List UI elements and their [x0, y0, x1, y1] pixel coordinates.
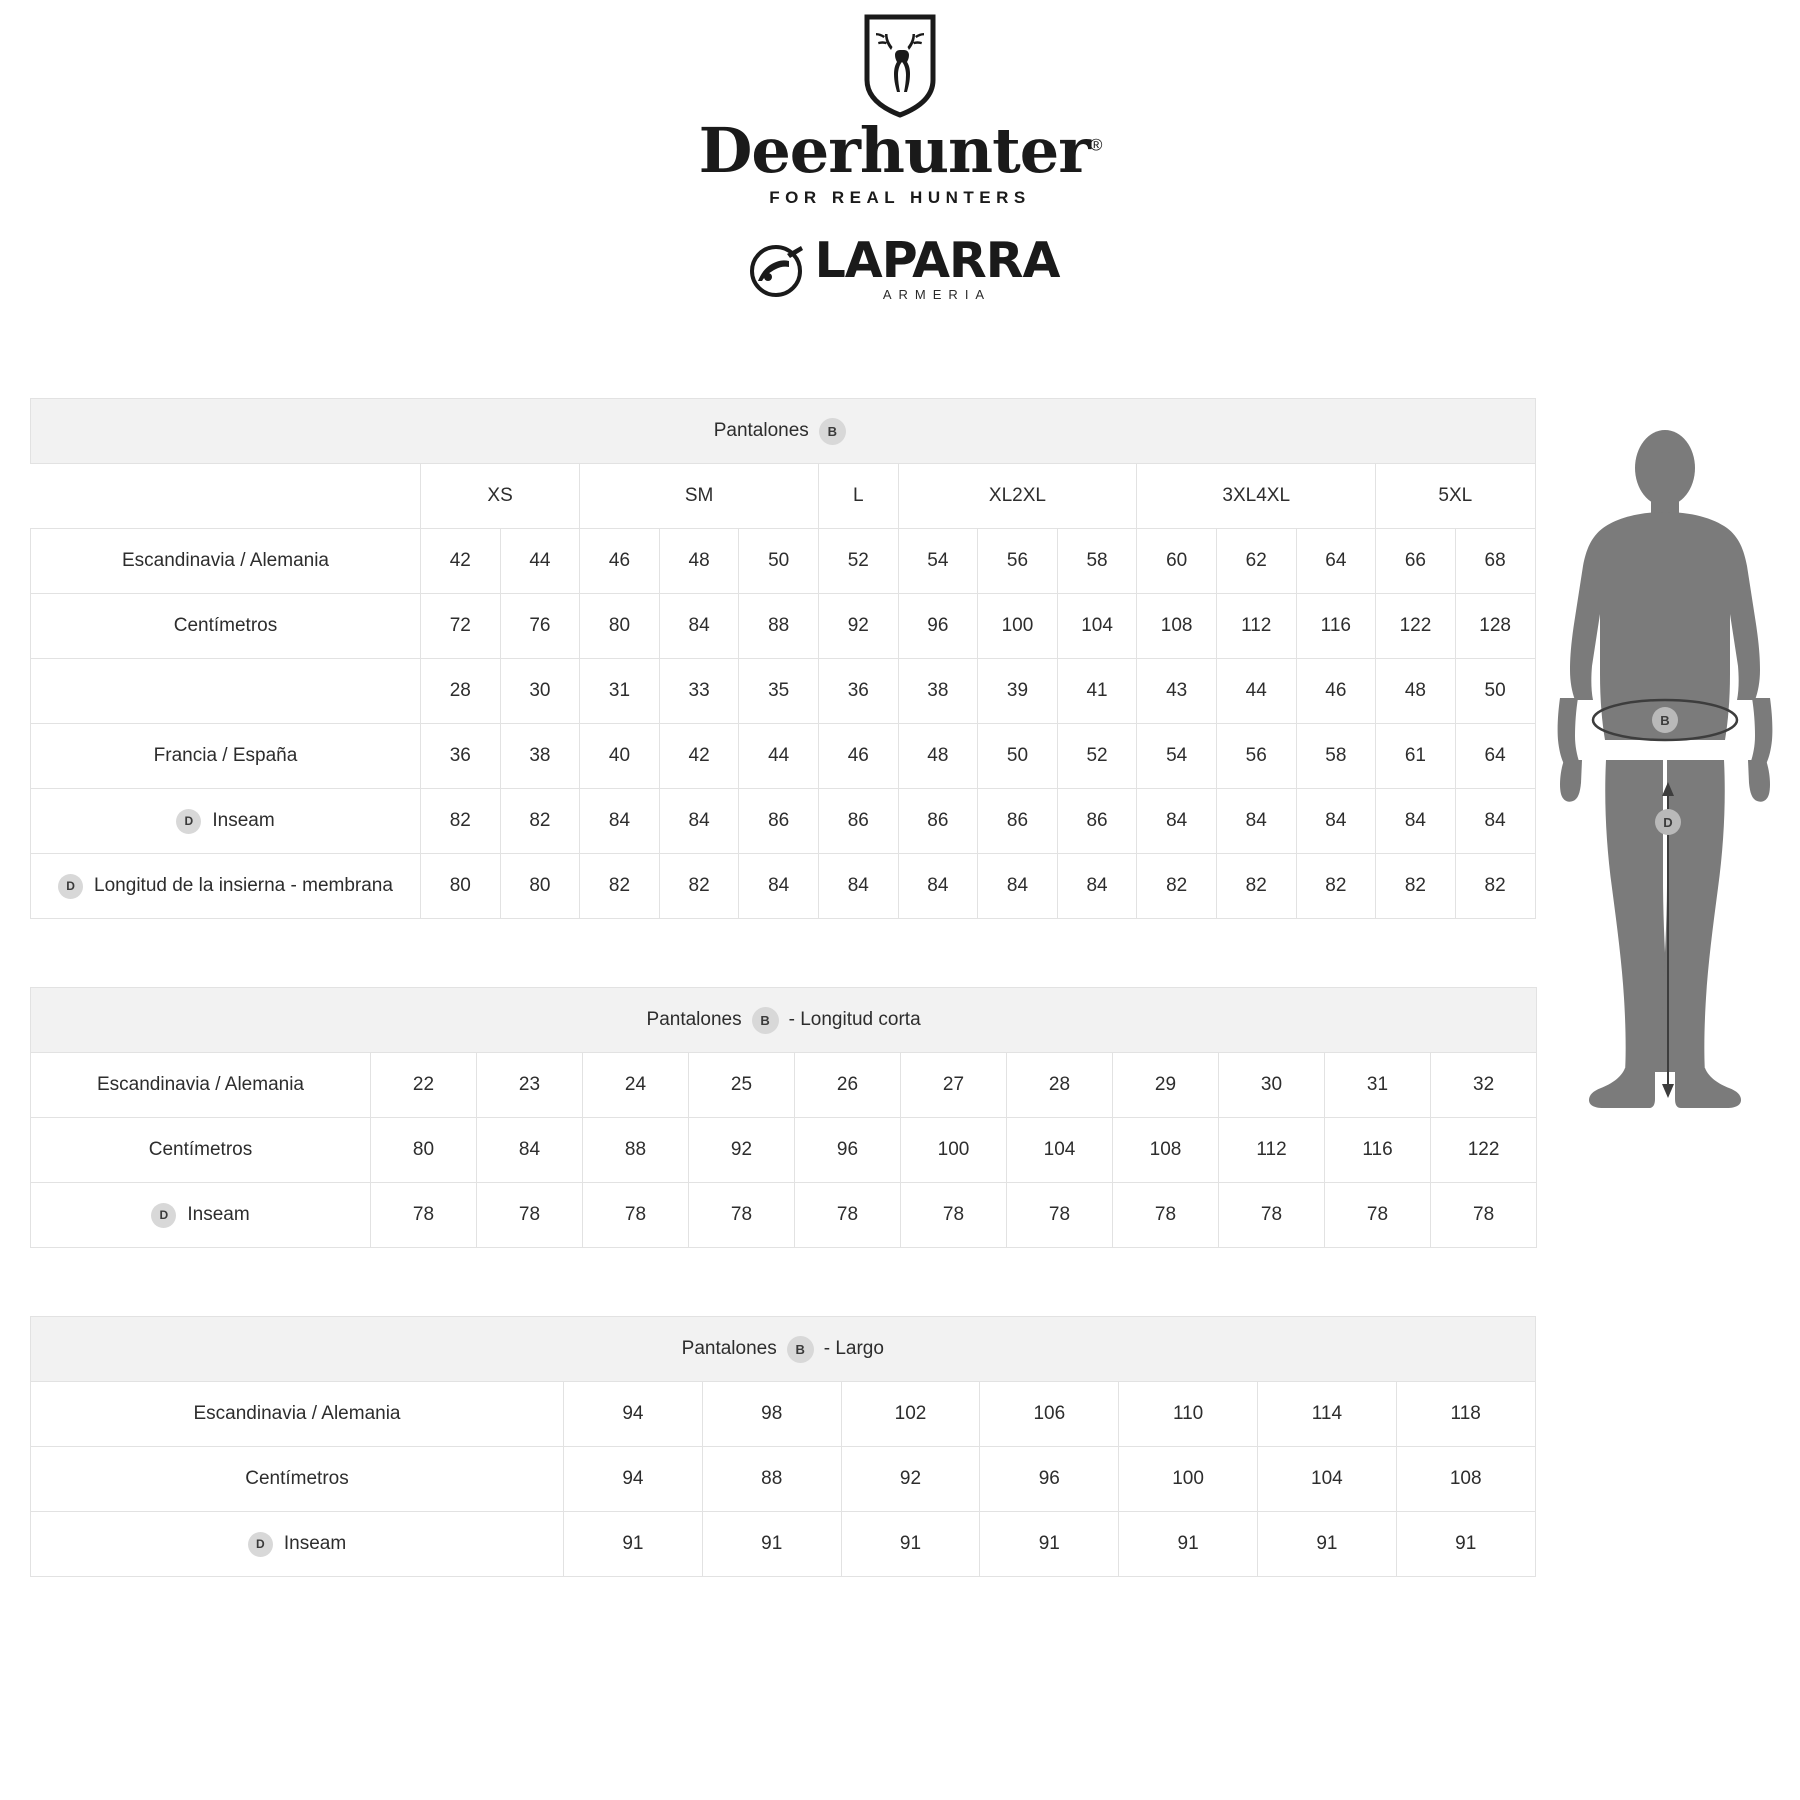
- cell: 78: [1431, 1183, 1537, 1248]
- cell: 61: [1376, 724, 1456, 789]
- cell: 106: [980, 1382, 1119, 1447]
- cell: 48: [898, 724, 978, 789]
- cell: 30: [1219, 1053, 1325, 1118]
- cell: 27: [901, 1053, 1007, 1118]
- cell: 116: [1296, 594, 1376, 659]
- cell: 60: [1137, 529, 1217, 594]
- cell: 86: [898, 789, 978, 854]
- cell: 88: [583, 1118, 689, 1183]
- cell: 100: [978, 594, 1058, 659]
- brand-wordmark: [698, 114, 1102, 187]
- group-header-empty: [31, 464, 421, 529]
- cell: 100: [901, 1118, 1007, 1183]
- cell: 82: [421, 789, 501, 854]
- row-label: Centímetros: [31, 1447, 564, 1512]
- cell: 31: [1325, 1053, 1431, 1118]
- cell: 91: [1396, 1512, 1535, 1577]
- cell: 100: [1119, 1447, 1258, 1512]
- cell: 122: [1376, 594, 1456, 659]
- cell: 42: [659, 724, 739, 789]
- badge-d-icon: D: [176, 809, 201, 834]
- table-pantalones-longitud-corta: [30, 987, 1537, 1248]
- cell: 26: [795, 1053, 901, 1118]
- cell: 82: [1376, 854, 1456, 919]
- cell: 84: [739, 854, 819, 919]
- cell: 31: [580, 659, 660, 724]
- cell: 32: [1431, 1053, 1537, 1118]
- table-row: [31, 1447, 1536, 1512]
- table-pantalones-main: [30, 398, 1536, 919]
- cell: 86: [818, 789, 898, 854]
- cell: 58: [1296, 724, 1376, 789]
- cell: 104: [1007, 1118, 1113, 1183]
- cell: 88: [702, 1447, 841, 1512]
- cell: 84: [1376, 789, 1456, 854]
- table-row: [31, 464, 1536, 529]
- cell: 86: [739, 789, 819, 854]
- cell: 92: [689, 1118, 795, 1183]
- cell: 91: [980, 1512, 1119, 1577]
- cell: 68: [1455, 529, 1535, 594]
- cell: 50: [1455, 659, 1535, 724]
- cell: 52: [818, 529, 898, 594]
- table-title-text: Pantalones: [646, 1009, 742, 1030]
- row-label: Escandinavia / Alemania: [31, 529, 421, 594]
- cell: 91: [702, 1512, 841, 1577]
- cell: 116: [1325, 1118, 1431, 1183]
- table-title: [31, 399, 1536, 464]
- cell: 44: [500, 529, 580, 594]
- cell: 78: [371, 1183, 477, 1248]
- cell: 91: [1119, 1512, 1258, 1577]
- group-header-xl2xl: XL2XL: [898, 464, 1137, 529]
- cell: 66: [1376, 529, 1456, 594]
- cell: 25: [689, 1053, 795, 1118]
- cell: 38: [898, 659, 978, 724]
- cell: 28: [421, 659, 501, 724]
- cell: 104: [1257, 1447, 1396, 1512]
- cell: 36: [818, 659, 898, 724]
- table-row: [31, 1183, 1537, 1248]
- cell: 44: [1216, 659, 1296, 724]
- cell: 39: [978, 659, 1058, 724]
- laparra-logo: [741, 232, 1060, 302]
- cell: 86: [1057, 789, 1137, 854]
- cell: 78: [1113, 1183, 1219, 1248]
- cell: 84: [818, 854, 898, 919]
- cell: 92: [841, 1447, 980, 1512]
- cell: 108: [1113, 1118, 1219, 1183]
- cell: 24: [583, 1053, 689, 1118]
- cell: 30: [500, 659, 580, 724]
- cell: 78: [1007, 1183, 1113, 1248]
- cell: 88: [739, 594, 819, 659]
- cell: 92: [818, 594, 898, 659]
- cell: 23: [477, 1053, 583, 1118]
- cell: 64: [1455, 724, 1535, 789]
- cell: 84: [1455, 789, 1535, 854]
- cell: 84: [1296, 789, 1376, 854]
- table-row: [31, 399, 1536, 464]
- cell: 78: [1219, 1183, 1325, 1248]
- table-row: [31, 1382, 1536, 1447]
- row-label: Escandinavia / Alemania: [31, 1382, 564, 1447]
- cell: 96: [898, 594, 978, 659]
- body-measurement-figure: [1540, 430, 1790, 1230]
- table-row: [31, 1317, 1536, 1382]
- table-title-suffix: - Longitud corta: [788, 1009, 921, 1030]
- cell: 64: [1296, 529, 1376, 594]
- cell: 84: [659, 594, 739, 659]
- cell: 122: [1431, 1118, 1537, 1183]
- table-row: [31, 724, 1536, 789]
- reseller-name: LAPARRA: [814, 232, 1060, 289]
- row-label: Centímetros: [31, 1118, 371, 1183]
- cell: 78: [689, 1183, 795, 1248]
- cell: 82: [1455, 854, 1535, 919]
- cell: 54: [1137, 724, 1217, 789]
- cell: 86: [978, 789, 1058, 854]
- table-pantalones-largo: [30, 1316, 1536, 1577]
- cell: 94: [564, 1382, 703, 1447]
- row-label-inseam: [31, 789, 421, 854]
- table-row: [31, 789, 1536, 854]
- group-header-l: L: [818, 464, 898, 529]
- cell: 128: [1455, 594, 1535, 659]
- brand-tagline: FOR REAL HUNTERS: [769, 188, 1031, 207]
- cell: 84: [477, 1118, 583, 1183]
- cell: 110: [1119, 1382, 1258, 1447]
- cell: 78: [583, 1183, 689, 1248]
- brand-name-text: Deerhunter: [698, 114, 1090, 187]
- cell: 96: [795, 1118, 901, 1183]
- cell: 91: [841, 1512, 980, 1577]
- badge-b-icon: B: [787, 1336, 814, 1363]
- cell: 82: [580, 854, 660, 919]
- cell: 80: [500, 854, 580, 919]
- table-title-text: Pantalones: [681, 1338, 777, 1359]
- cell: 46: [1296, 659, 1376, 724]
- cell: 42: [421, 529, 501, 594]
- figure-label-d: D: [1663, 815, 1673, 830]
- row-label: Escandinavia / Alemania: [31, 1053, 371, 1118]
- cell: 52: [1057, 724, 1137, 789]
- cell: 44: [739, 724, 819, 789]
- cell: 43: [1137, 659, 1217, 724]
- group-header-5xl: 5XL: [1376, 464, 1535, 529]
- cell: 80: [421, 854, 501, 919]
- cell: 84: [978, 854, 1058, 919]
- laparra-text: [814, 232, 1060, 302]
- row-label: Francia / España: [31, 724, 421, 789]
- cell: 48: [659, 529, 739, 594]
- cell: 84: [898, 854, 978, 919]
- group-header-sm: SM: [580, 464, 819, 529]
- row-label: [31, 659, 421, 724]
- table-title-text: Pantalones: [713, 420, 809, 441]
- cell: 56: [978, 529, 1058, 594]
- row-label-text: Inseam: [212, 810, 275, 831]
- cell: 41: [1057, 659, 1137, 724]
- cell: 28: [1007, 1053, 1113, 1118]
- cell: 33: [659, 659, 739, 724]
- cell: 84: [659, 789, 739, 854]
- deerhunter-logo: [699, 14, 1102, 208]
- row-label-text: Inseam: [283, 1533, 347, 1554]
- table-row: [31, 529, 1536, 594]
- hunter-dog-circle-icon: [741, 241, 811, 297]
- cell: 82: [500, 789, 580, 854]
- cell: 50: [978, 724, 1058, 789]
- page-header: [0, 0, 1800, 301]
- cell: 40: [580, 724, 660, 789]
- cell: 48: [1376, 659, 1456, 724]
- table-row: [31, 594, 1536, 659]
- cell: 112: [1219, 1118, 1325, 1183]
- cell: 82: [659, 854, 739, 919]
- cell: 78: [1325, 1183, 1431, 1248]
- row-label-text: Longitud de la insierna - membrana: [94, 875, 393, 896]
- cell: 56: [1216, 724, 1296, 789]
- table-row: [31, 854, 1536, 919]
- male-body-silhouette-icon: [1540, 430, 1790, 1230]
- cell: 46: [818, 724, 898, 789]
- table-title-suffix: - Largo: [823, 1338, 884, 1359]
- cell: 98: [702, 1382, 841, 1447]
- badge-d-icon: D: [151, 1203, 176, 1228]
- group-header-xs: XS: [421, 464, 580, 529]
- row-label-text: Inseam: [187, 1204, 250, 1225]
- cell: 38: [500, 724, 580, 789]
- cell: 29: [1113, 1053, 1219, 1118]
- cell: 78: [901, 1183, 1007, 1248]
- cell: 108: [1137, 594, 1217, 659]
- cell: 46: [580, 529, 660, 594]
- cell: 22: [371, 1053, 477, 1118]
- cell: 112: [1216, 594, 1296, 659]
- cell: 78: [795, 1183, 901, 1248]
- row-label-inseam: [31, 1183, 371, 1248]
- cell: 96: [980, 1447, 1119, 1512]
- cell: 72: [421, 594, 501, 659]
- row-label-membrana: [31, 854, 421, 919]
- cell: 91: [564, 1512, 703, 1577]
- row-label-inseam: [31, 1512, 564, 1577]
- table-title: [31, 988, 1537, 1053]
- cell: 102: [841, 1382, 980, 1447]
- figure-label-b: B: [1660, 713, 1670, 728]
- badge-d-icon: D: [58, 874, 83, 899]
- badge-d-icon: D: [248, 1532, 273, 1557]
- reseller-subtitle: ARMERIA: [882, 287, 992, 302]
- badge-b-icon: B: [819, 418, 846, 445]
- cell: 76: [500, 594, 580, 659]
- cell: 80: [580, 594, 660, 659]
- cell: 58: [1057, 529, 1137, 594]
- table-row: [31, 659, 1536, 724]
- group-header-3xl4xl: 3XL4XL: [1137, 464, 1376, 529]
- table-row: [31, 1512, 1536, 1577]
- cell: 50: [739, 529, 819, 594]
- cell: 54: [898, 529, 978, 594]
- cell: 84: [1057, 854, 1137, 919]
- table-row: [31, 1053, 1537, 1118]
- cell: 36: [421, 724, 501, 789]
- size-tables: [30, 398, 1535, 1645]
- cell: 84: [580, 789, 660, 854]
- cell: 80: [371, 1118, 477, 1183]
- table-row: [31, 1118, 1537, 1183]
- cell: 82: [1137, 854, 1217, 919]
- table-title: [31, 1317, 1536, 1382]
- table-row: [31, 988, 1537, 1053]
- cell: 82: [1296, 854, 1376, 919]
- cell: 118: [1396, 1382, 1535, 1447]
- cell: 94: [564, 1447, 703, 1512]
- cell: 78: [477, 1183, 583, 1248]
- deer-crest-icon: [861, 14, 939, 118]
- cell: 104: [1057, 594, 1137, 659]
- brand-registered-mark: ®: [1089, 135, 1102, 155]
- cell: 114: [1257, 1382, 1396, 1447]
- cell: 82: [1216, 854, 1296, 919]
- cell: 91: [1257, 1512, 1396, 1577]
- cell: 35: [739, 659, 819, 724]
- cell: 84: [1137, 789, 1217, 854]
- cell: 62: [1216, 529, 1296, 594]
- cell: 108: [1396, 1447, 1535, 1512]
- row-label: Centímetros: [31, 594, 421, 659]
- badge-b-icon: B: [752, 1007, 779, 1034]
- cell: 84: [1216, 789, 1296, 854]
